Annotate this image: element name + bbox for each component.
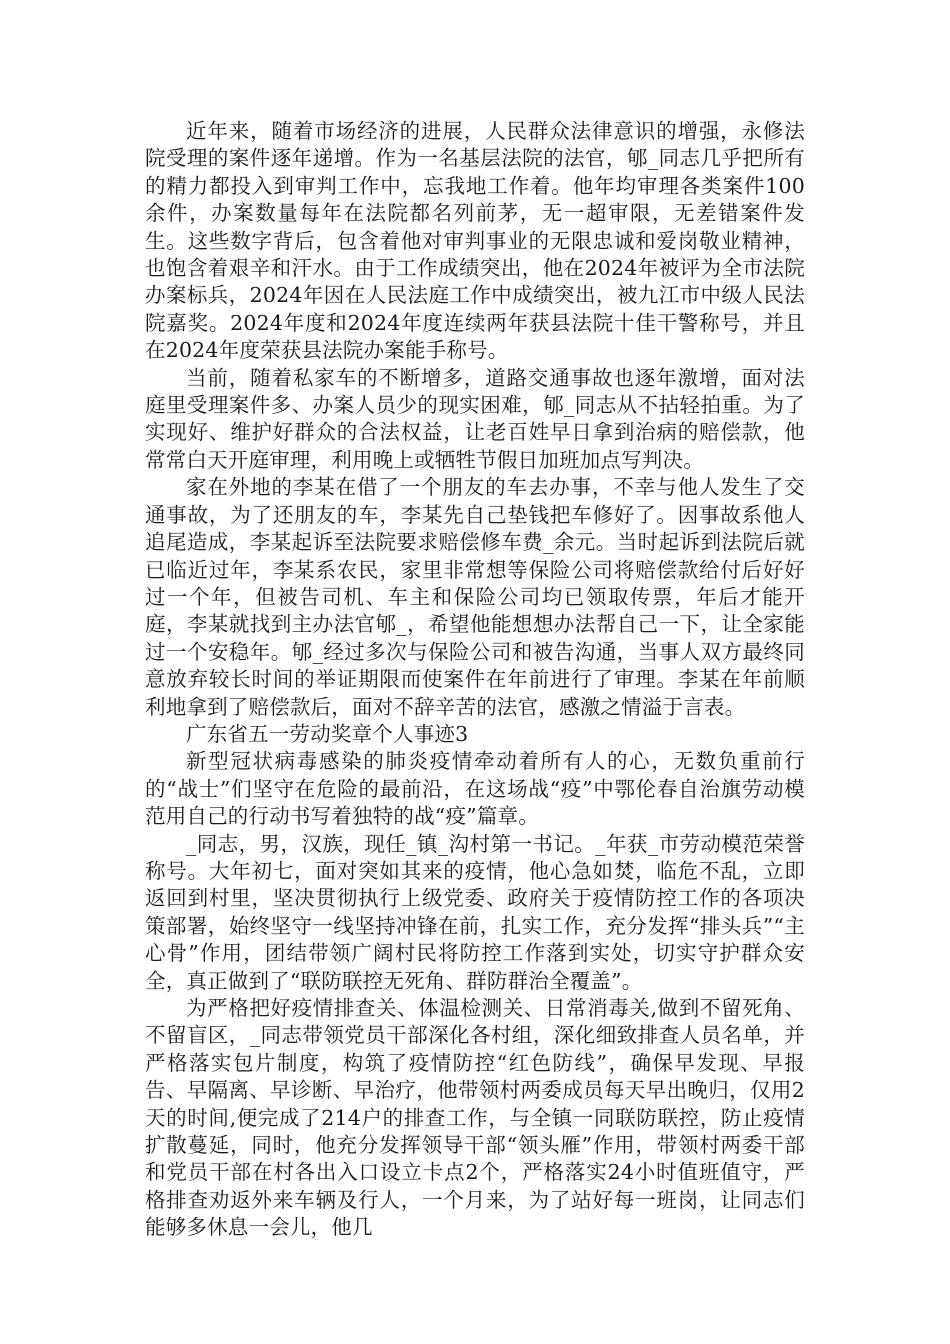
body-paragraph: 当前，随着私家车的不断增多，道路交通事故也逐年激增，面对法庭里受理案件多、办案人员少的现实困难，郇_同志从不拈轻拍重。为了实现好、维护好群众的合法权益，让老百姓早日拿到治病的赔偿款，他常常白天开庭审理，利用晚上或牺牲节假日加班加点写判决。 bbox=[145, 365, 805, 472]
section-heading: 广东省五一劳动奖章个人事迹3 bbox=[186, 721, 469, 746]
body-paragraph: _同志，男，汉族，现任_镇_沟村第一书记。_年获_市劳动模范荣誉称号。大年初七，面对突如其来的疫情，他心急如焚，临危不乱，立即返回到村里，坚决贯彻执行上级党委、政府关于疫情防控工作的各项决策部署，始终坚守一线坚持冲锋在前，扎实工作，充分发挥“排头兵”“主心骨”作用，团结带领广阔村民将防控工作落到实处，切实守护群众安全，真正做到了“联防联控无死角、群防群治全覆盖”。 bbox=[145, 831, 805, 993]
body-paragraph: 家在外地的李某在借了一个朋友的车去办事，不幸与他人发生了交通事故，为了还朋友的车，李某先自己垫钱把车修好了。因事故系他人追尾造成，李某起诉至法院要求赔偿修车费_余元。当时起诉到法院后就已临近过年，李某系农民，家里非常想等保险公司将赔偿款给付后好好过一个年，但被告司机、车主和保险公司均已领取传票，年后才能开庭，李某就找到主办法官郇_，希望他能想想办法帮自己一下，让全家能过一个安稳年。郇_经过多次与保险公司和被告沟通，当事人双方最终同意放弃较长时间的举证期限而使案件在年前进行了审理。李某在年前顺利地拿到了赔偿款后，面对不辞辛苦的法官，感激之情溢于言表。 bbox=[145, 475, 805, 719]
body-paragraph: 新型冠状病毒感染的肺炎疫情牵动着所有人的心，无数负重前行的“战士”们坚守在危险的最前沿，在这场战“疫”中鄂伦春自治旗劳动模范用自己的行动书写着独特的战“疫”篇章。 bbox=[145, 749, 805, 829]
document-page bbox=[145, 118, 805, 1242]
body-paragraph: 近年来，随着市场经济的进展，人民群众法律意识的增强，永修法院受理的案件逐年递增。作为一名基层法院的法官，郇_同志几乎把所有的精力都投入到审判工作中，忘我地工作着。他年均审理各类案件100余件，办案数量每年在法院都名列前茅，无一超审限，无差错案件发生。这些数字背后，包含着他对审判事业的无限忠诚和爱岗敬业精神，也饱含着艰辛和汗水。由于工作成绩突出，他在2024年被评为全市法院办案标兵，2024年因在人民法庭工作中成绩突出，被九江市中级人民法院嘉奖。2024年度和2024年度连续两年获县法院十佳干警称号，并且在2024年度荣获县法院办案能手称号。 bbox=[145, 119, 805, 363]
body-paragraph: 为严格把好疫情排查关、体温检测关、日常消毒关,做到不留死角、不留盲区，_同志带领党员干部深化各村组，深化细致排查人员名单，并严格落实包片制度，构筑了疫情防控“红色防线”，确保早发现、早报告、早隔离、早诊断、早治疗，他带领村两委成员每天早出晚归，仅用2天的时间,便完成了214户的排查工作，与全镇一同联防联控，防止疫情扩散蔓延，同时，他充分发挥领导干部“领头雁”作用，带领村两委干部和党员干部在村各出入口设立卡点2个，严格落实24小时值班值守，严格排查劝返外来车辆及行人，一个月来，为了站好每一班岗，让同志们能够多休息一会儿，他几 bbox=[145, 996, 805, 1240]
